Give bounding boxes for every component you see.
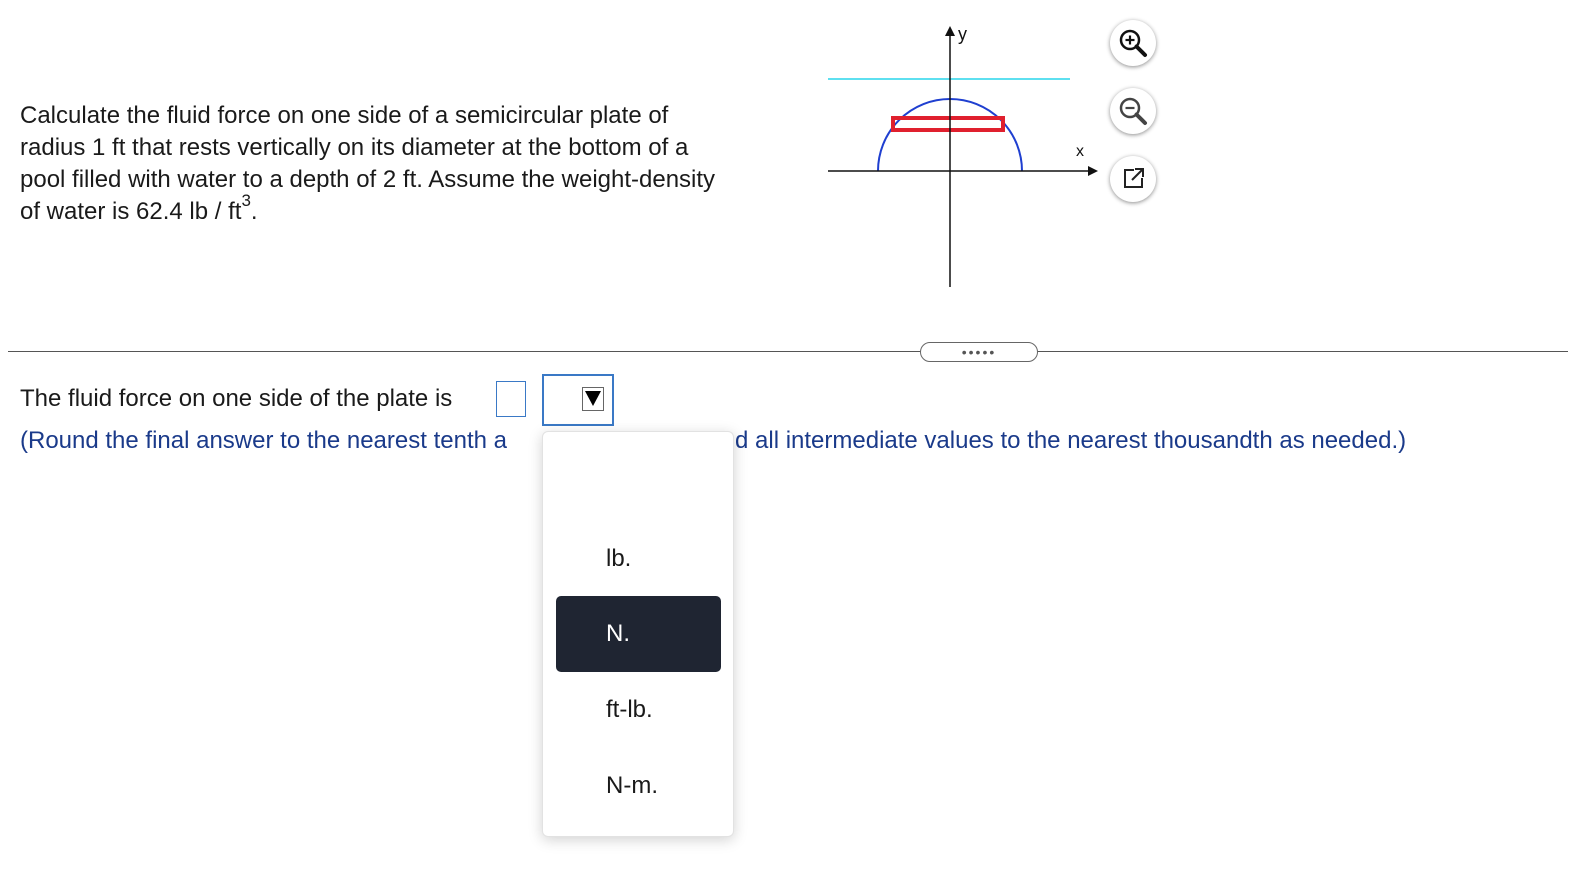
unit-option-lb[interactable]: lb.	[606, 545, 632, 572]
rounding-hint	[20, 425, 1407, 457]
popout-icon	[1120, 166, 1146, 192]
popout-button[interactable]	[1110, 156, 1156, 202]
question-line: radius 1 ft that rests vertically on its diameter at the bottom of a	[20, 134, 689, 161]
x-axis-label: x	[1076, 143, 1084, 160]
figure-svg	[820, 20, 1100, 300]
unit-option-n-m[interactable]: N-m.	[606, 772, 658, 799]
semicircle-figure	[820, 20, 1100, 300]
unit-option-ft-lb[interactable]: ft-lb.	[606, 696, 653, 723]
unit-option-n[interactable]: N.	[556, 596, 721, 672]
dropdown-arrow-icon[interactable]	[582, 387, 604, 411]
question-line-last-text: of water is 62.4 lb / ft	[20, 198, 242, 225]
zoom-in-button[interactable]	[1110, 20, 1156, 66]
zoom-out-icon	[1117, 95, 1149, 127]
exponent: 3	[241, 191, 251, 210]
y-axis-label: y	[958, 24, 967, 44]
answer-input[interactable]	[496, 381, 526, 417]
divider-handle[interactable]	[920, 342, 1038, 362]
question-line: pool filled with water to a depth of 2 ft. Assume the weight-density	[20, 166, 716, 193]
unit-select[interactable]	[542, 374, 614, 426]
question-line-last	[20, 191, 820, 228]
question-period: .	[250, 198, 258, 225]
horizontal-strip	[893, 118, 1003, 130]
hint-right: d all intermediate values to the nearest thousandth as needed.)	[735, 427, 1407, 454]
answer-prompt: The fluid force on one side of the plate is	[20, 385, 453, 412]
section-divider	[8, 351, 1568, 352]
hint-left: (Round the final answer to the nearest tenth a	[20, 427, 507, 454]
unit-dropdown-menu	[542, 431, 734, 837]
zoom-out-button[interactable]	[1110, 88, 1156, 134]
question-line: Calculate the fluid force on one side of a semicircular plate of	[20, 102, 669, 129]
zoom-in-icon	[1117, 27, 1149, 59]
divider-handle-dots: •••••	[961, 344, 997, 360]
question-text	[20, 100, 820, 228]
